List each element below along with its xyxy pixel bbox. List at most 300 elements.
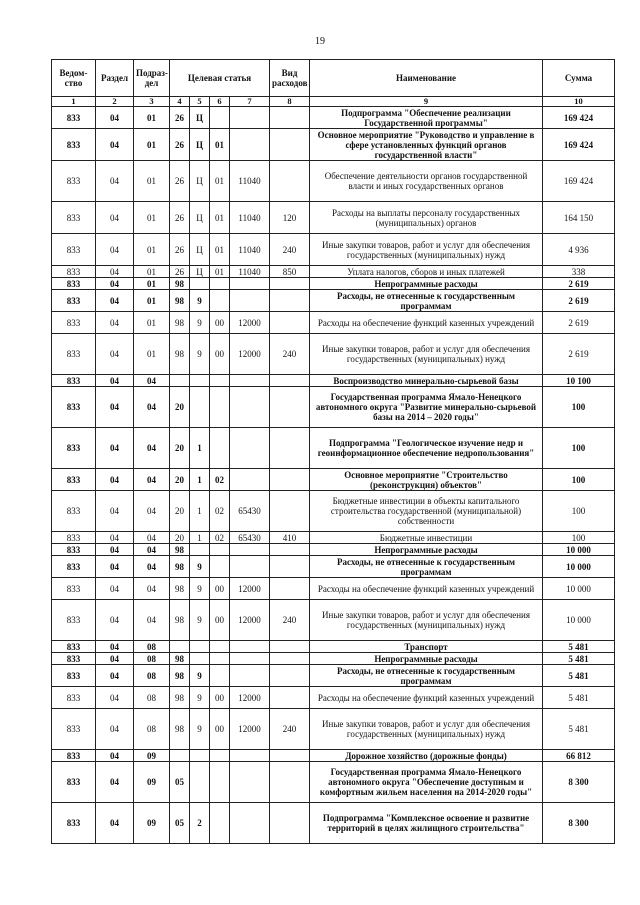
- cell-naimenovanie: Иные закупки товаров, работ и услуг для обеспечения государственных (муниципальных) нужд: [310, 234, 543, 266]
- cell-cs-subprogram: [190, 278, 210, 290]
- cell-cs-program: 98: [170, 334, 190, 375]
- cell-cs-direction: [230, 641, 270, 653]
- cell-cs-direction: 12000: [230, 312, 270, 334]
- cell-cs-subprogram: 9: [190, 290, 210, 312]
- cell-vedomstvo: 833: [52, 278, 96, 290]
- cell-cs-program: 98: [170, 578, 190, 600]
- cell-razdel: 04: [96, 578, 134, 600]
- cell-razdel: 04: [96, 556, 134, 578]
- cell-podrazdel: 01: [134, 278, 170, 290]
- cell-summa: 2 619: [543, 334, 615, 375]
- cell-naimenovanie: Расходы, не отнесенные к государственным программам: [310, 290, 543, 312]
- cell-cs-direction: [230, 428, 270, 469]
- col-header-podrazdel: Подраз- дел: [134, 60, 170, 97]
- cell-razdel: 04: [96, 600, 134, 641]
- cell-cs-program: 20: [170, 469, 190, 491]
- cell-cs-subprogram: 9: [190, 578, 210, 600]
- cell-cs-program: 98: [170, 556, 190, 578]
- cell-cs-subprogram: [190, 641, 210, 653]
- table-row: [52, 202, 615, 234]
- cell-naimenovanie: Расходы на обеспечение функций казенных учреждений: [310, 687, 543, 709]
- cell-cs-subprogram: [190, 762, 210, 803]
- cell-cs-program: 98: [170, 653, 190, 665]
- cell-naimenovanie: Расходы на выплаты персоналу государственных (муниципальных) органов: [310, 202, 543, 234]
- cell-cs-direction: 12000: [230, 578, 270, 600]
- cell-vedomstvo: 833: [52, 600, 96, 641]
- table-row: [52, 278, 615, 290]
- table-row: [52, 469, 615, 491]
- cell-naimenovanie: Уплата налогов, сборов и иных платежей: [310, 266, 543, 278]
- cell-cs-program: 20: [170, 532, 190, 544]
- cell-naimenovanie: Расходы на обеспечение функций казенных учреждений: [310, 312, 543, 334]
- cell-summa: 100: [543, 387, 615, 428]
- cell-summa: 100: [543, 469, 615, 491]
- cell-cs-activity: 01: [210, 161, 230, 202]
- cell-summa: 8 300: [543, 762, 615, 803]
- cell-vedomstvo: 833: [52, 803, 96, 844]
- cell-razdel: 04: [96, 234, 134, 266]
- cell-summa: 8 300: [543, 803, 615, 844]
- col-header-naimenovanie: Наименование: [310, 60, 543, 97]
- cell-vid-rashodov: [270, 278, 310, 290]
- cell-cs-activity: 00: [210, 334, 230, 375]
- cell-cs-program: [170, 641, 190, 653]
- cell-cs-subprogram: 9: [190, 709, 210, 750]
- cell-razdel: 04: [96, 641, 134, 653]
- table-row: [52, 665, 615, 687]
- cell-podrazdel: 01: [134, 129, 170, 161]
- cell-vid-rashodov: [270, 387, 310, 428]
- cell-naimenovanie: Подпрограмма "Комплексное освоение и развитие территорий в целях жилищного строительства": [310, 803, 543, 844]
- cell-vid-rashodov: 240: [270, 709, 310, 750]
- cell-cs-subprogram: 9: [190, 312, 210, 334]
- table-row: [52, 107, 615, 129]
- cell-naimenovanie: Транспорт: [310, 641, 543, 653]
- cell-cs-activity: [210, 556, 230, 578]
- cell-cs-activity: [210, 290, 230, 312]
- cell-cs-subprogram: 9: [190, 600, 210, 641]
- cell-podrazdel: 08: [134, 709, 170, 750]
- cell-cs-activity: 00: [210, 578, 230, 600]
- cell-cs-direction: [230, 544, 270, 556]
- cell-cs-subprogram: Ц: [190, 161, 210, 202]
- cell-cs-direction: 65430: [230, 491, 270, 532]
- cell-vid-rashodov: [270, 762, 310, 803]
- cell-podrazdel: 01: [134, 107, 170, 129]
- cell-vid-rashodov: [270, 556, 310, 578]
- cell-vedomstvo: 833: [52, 387, 96, 428]
- cell-cs-direction: [230, 803, 270, 844]
- table-row: [52, 129, 615, 161]
- cell-cs-program: 98: [170, 312, 190, 334]
- cell-cs-subprogram: Ц: [190, 129, 210, 161]
- cell-cs-program: 20: [170, 428, 190, 469]
- cell-podrazdel: 01: [134, 312, 170, 334]
- cell-summa: 10 100: [543, 375, 615, 387]
- table-row: [52, 641, 615, 653]
- cell-cs-program: 26: [170, 266, 190, 278]
- cell-vedomstvo: 833: [52, 653, 96, 665]
- table-row: [52, 266, 615, 278]
- cell-vid-rashodov: [270, 687, 310, 709]
- table-row: [52, 161, 615, 202]
- cell-summa: 5 481: [543, 641, 615, 653]
- cell-cs-subprogram: [190, 375, 210, 387]
- cell-cs-direction: 11040: [230, 161, 270, 202]
- cell-naimenovanie: Иные закупки товаров, работ и услуг для обеспечения государственных (муниципальных) нужд: [310, 334, 543, 375]
- cell-summa: 164 150: [543, 202, 615, 234]
- cell-vedomstvo: 833: [52, 334, 96, 375]
- cell-cs-program: 98: [170, 709, 190, 750]
- cell-podrazdel: 08: [134, 665, 170, 687]
- cell-vedomstvo: 833: [52, 709, 96, 750]
- cell-podrazdel: 04: [134, 375, 170, 387]
- cell-cs-activity: 02: [210, 469, 230, 491]
- cell-vedomstvo: 833: [52, 129, 96, 161]
- cell-cs-direction: 12000: [230, 334, 270, 375]
- table-row: [52, 375, 615, 387]
- cell-vedomstvo: 833: [52, 687, 96, 709]
- cell-naimenovanie: Государственная программа Ямало-Ненецкого автономного округа "Обеспечение доступным и комфортным жильем населения на 2014-2020 годы": [310, 762, 543, 803]
- cell-cs-subprogram: 1: [190, 491, 210, 532]
- table-row: [52, 532, 615, 544]
- cell-podrazdel: 04: [134, 428, 170, 469]
- cell-cs-subprogram: 9: [190, 334, 210, 375]
- cell-razdel: 04: [96, 665, 134, 687]
- cell-cs-activity: 00: [210, 600, 230, 641]
- cell-vid-rashodov: [270, 107, 310, 129]
- cell-cs-direction: 11040: [230, 234, 270, 266]
- table-body: [52, 107, 615, 844]
- cell-cs-activity: [210, 544, 230, 556]
- cell-summa: 169 424: [543, 107, 615, 129]
- column-number-row: [52, 97, 615, 107]
- cell-podrazdel: 04: [134, 491, 170, 532]
- cell-vedomstvo: 833: [52, 290, 96, 312]
- cell-vedomstvo: 833: [52, 544, 96, 556]
- table-row: [52, 491, 615, 532]
- cell-vid-rashodov: 120: [270, 202, 310, 234]
- cell-cs-program: 26: [170, 129, 190, 161]
- table-header-row: [52, 60, 615, 97]
- cell-vid-rashodov: [270, 544, 310, 556]
- cell-podrazdel: 04: [134, 556, 170, 578]
- cell-cs-activity: [210, 653, 230, 665]
- cell-razdel: 04: [96, 202, 134, 234]
- cell-cs-activity: 01: [210, 202, 230, 234]
- cell-cs-direction: [230, 665, 270, 687]
- col-number: 7: [230, 97, 270, 107]
- cell-podrazdel: 09: [134, 762, 170, 803]
- cell-cs-subprogram: 9: [190, 665, 210, 687]
- cell-cs-direction: 65430: [230, 532, 270, 544]
- cell-cs-direction: [230, 107, 270, 129]
- cell-cs-program: 26: [170, 107, 190, 129]
- cell-summa: 2 619: [543, 278, 615, 290]
- cell-cs-direction: 12000: [230, 709, 270, 750]
- cell-vid-rashodov: [270, 641, 310, 653]
- cell-naimenovanie: Подпрограмма "Обеспечение реализации Государственной программы": [310, 107, 543, 129]
- table-row: [52, 578, 615, 600]
- cell-vedomstvo: 833: [52, 665, 96, 687]
- cell-razdel: 04: [96, 762, 134, 803]
- table-row: [52, 428, 615, 469]
- cell-cs-direction: [230, 556, 270, 578]
- cell-cs-subprogram: [190, 544, 210, 556]
- cell-summa: 5 481: [543, 709, 615, 750]
- col-header-razdel: Раздел: [96, 60, 134, 97]
- cell-cs-program: 98: [170, 665, 190, 687]
- table-row: [52, 312, 615, 334]
- cell-cs-program: 98: [170, 687, 190, 709]
- cell-cs-direction: 12000: [230, 600, 270, 641]
- cell-cs-direction: 12000: [230, 687, 270, 709]
- cell-summa: 10 000: [543, 544, 615, 556]
- cell-vid-rashodov: 240: [270, 600, 310, 641]
- cell-razdel: 04: [96, 469, 134, 491]
- cell-vedomstvo: 833: [52, 532, 96, 544]
- cell-cs-direction: [230, 762, 270, 803]
- cell-vid-rashodov: [270, 665, 310, 687]
- cell-vedomstvo: 833: [52, 491, 96, 532]
- cell-cs-program: 26: [170, 161, 190, 202]
- cell-cs-activity: 02: [210, 532, 230, 544]
- cell-cs-subprogram: [190, 750, 210, 762]
- cell-cs-program: 05: [170, 762, 190, 803]
- col-number: 3: [134, 97, 170, 107]
- cell-podrazdel: 04: [134, 544, 170, 556]
- cell-cs-direction: [230, 653, 270, 665]
- cell-naimenovanie: Бюджетные инвестиции: [310, 532, 543, 544]
- cell-cs-direction: [230, 750, 270, 762]
- cell-cs-activity: 02: [210, 491, 230, 532]
- cell-naimenovanie: Непрограммные расходы: [310, 278, 543, 290]
- cell-podrazdel: 04: [134, 532, 170, 544]
- cell-naimenovanie: Основное мероприятие "Строительство (реконструкция) объектов": [310, 469, 543, 491]
- cell-razdel: 04: [96, 334, 134, 375]
- cell-cs-activity: 00: [210, 687, 230, 709]
- cell-cs-subprogram: [190, 653, 210, 665]
- cell-vedomstvo: 833: [52, 234, 96, 266]
- cell-razdel: 04: [96, 107, 134, 129]
- col-header-vedomstvo: Ведом- ство: [52, 60, 96, 97]
- cell-cs-program: 98: [170, 544, 190, 556]
- cell-cs-program: 20: [170, 491, 190, 532]
- cell-cs-activity: [210, 665, 230, 687]
- col-number: 8: [270, 97, 310, 107]
- cell-podrazdel: 08: [134, 641, 170, 653]
- cell-cs-activity: [210, 428, 230, 469]
- cell-cs-subprogram: 9: [190, 687, 210, 709]
- table-row: [52, 600, 615, 641]
- cell-vid-rashodov: [270, 312, 310, 334]
- cell-cs-program: [170, 375, 190, 387]
- cell-summa: 169 424: [543, 161, 615, 202]
- cell-cs-subprogram: 1: [190, 532, 210, 544]
- cell-summa: 10 000: [543, 578, 615, 600]
- cell-cs-program: [170, 750, 190, 762]
- cell-razdel: 04: [96, 428, 134, 469]
- cell-cs-direction: 11040: [230, 266, 270, 278]
- cell-cs-direction: [230, 129, 270, 161]
- cell-vid-rashodov: [270, 491, 310, 532]
- cell-podrazdel: 09: [134, 750, 170, 762]
- cell-vid-rashodov: [270, 161, 310, 202]
- table-row: [52, 290, 615, 312]
- cell-naimenovanie: Государственная программа Ямало-Ненецкого автономного округа "Развитие минерально-сырьевой базы на 2014 – 2020 годы": [310, 387, 543, 428]
- table-row: [52, 544, 615, 556]
- cell-vedomstvo: 833: [52, 556, 96, 578]
- table-row: [52, 387, 615, 428]
- table-row: [52, 334, 615, 375]
- cell-naimenovanie: Расходы, не отнесенные к государственным программам: [310, 556, 543, 578]
- cell-cs-subprogram: Ц: [190, 234, 210, 266]
- cell-vid-rashodov: 240: [270, 334, 310, 375]
- cell-summa: 100: [543, 532, 615, 544]
- cell-cs-activity: 01: [210, 129, 230, 161]
- cell-vid-rashodov: [270, 469, 310, 491]
- page-number: 19: [315, 36, 325, 47]
- cell-vedomstvo: 833: [52, 762, 96, 803]
- cell-naimenovanie: Расходы на обеспечение функций казенных учреждений: [310, 578, 543, 600]
- table-row: [52, 687, 615, 709]
- cell-naimenovanie: Расходы, не отнесенные к государственным программам: [310, 665, 543, 687]
- cell-summa: 2 619: [543, 290, 615, 312]
- cell-podrazdel: 08: [134, 687, 170, 709]
- table-row: [52, 234, 615, 266]
- col-number: 5: [190, 97, 210, 107]
- cell-naimenovanie: Подпрограмма "Геологическое изучение недр и геоинформационное обеспечение недропользования": [310, 428, 543, 469]
- cell-summa: 338: [543, 266, 615, 278]
- cell-podrazdel: 01: [134, 266, 170, 278]
- cell-razdel: 04: [96, 544, 134, 556]
- cell-cs-activity: 01: [210, 266, 230, 278]
- cell-vid-rashodov: 410: [270, 532, 310, 544]
- col-number: 9: [310, 97, 543, 107]
- cell-podrazdel: 04: [134, 469, 170, 491]
- cell-cs-activity: [210, 750, 230, 762]
- cell-naimenovanie: Непрограммные расходы: [310, 653, 543, 665]
- col-number: 4: [170, 97, 190, 107]
- cell-cs-activity: 00: [210, 312, 230, 334]
- cell-vedomstvo: 833: [52, 161, 96, 202]
- cell-cs-activity: 00: [210, 709, 230, 750]
- cell-vid-rashodov: [270, 290, 310, 312]
- col-number: 1: [52, 97, 96, 107]
- cell-razdel: 04: [96, 129, 134, 161]
- cell-summa: 4 936: [543, 234, 615, 266]
- cell-cs-direction: [230, 278, 270, 290]
- cell-naimenovanie: Иные закупки товаров, работ и услуг для обеспечения государственных (муниципальных) нужд: [310, 600, 543, 641]
- cell-vedomstvo: 833: [52, 107, 96, 129]
- cell-cs-activity: [210, 803, 230, 844]
- cell-cs-program: 98: [170, 600, 190, 641]
- cell-vid-rashodov: [270, 129, 310, 161]
- cell-summa: 10 000: [543, 556, 615, 578]
- cell-vid-rashodov: [270, 428, 310, 469]
- cell-cs-subprogram: 1: [190, 469, 210, 491]
- cell-cs-direction: [230, 469, 270, 491]
- cell-cs-program: 20: [170, 387, 190, 428]
- cell-naimenovanie: Дорожное хозяйство (дорожные фонды): [310, 750, 543, 762]
- cell-summa: 5 481: [543, 665, 615, 687]
- cell-vid-rashodov: [270, 653, 310, 665]
- col-number: 6: [210, 97, 230, 107]
- table-row: [52, 709, 615, 750]
- cell-razdel: 04: [96, 161, 134, 202]
- cell-vid-rashodov: 240: [270, 234, 310, 266]
- cell-cs-program: 26: [170, 234, 190, 266]
- cell-podrazdel: 08: [134, 653, 170, 665]
- cell-vedomstvo: 833: [52, 202, 96, 234]
- cell-vedomstvo: 833: [52, 641, 96, 653]
- cell-vedomstvo: 833: [52, 375, 96, 387]
- cell-cs-activity: [210, 107, 230, 129]
- col-header-vid-rashodov: Вид расходов: [270, 60, 310, 97]
- cell-naimenovanie: Обеспечение деятельности органов государственной власти и иных государственных органов: [310, 161, 543, 202]
- cell-vid-rashodov: [270, 750, 310, 762]
- cell-razdel: 04: [96, 803, 134, 844]
- cell-vedomstvo: 833: [52, 578, 96, 600]
- cell-podrazdel: 09: [134, 803, 170, 844]
- table-row: [52, 762, 615, 803]
- table-row: [52, 653, 615, 665]
- cell-razdel: 04: [96, 266, 134, 278]
- cell-cs-program: 98: [170, 290, 190, 312]
- cell-podrazdel: 04: [134, 387, 170, 428]
- cell-razdel: 04: [96, 709, 134, 750]
- cell-cs-subprogram: Ц: [190, 266, 210, 278]
- cell-cs-subprogram: Ц: [190, 202, 210, 234]
- cell-razdel: 04: [96, 278, 134, 290]
- cell-vedomstvo: 833: [52, 469, 96, 491]
- table-row: [52, 750, 615, 762]
- cell-vedomstvo: 833: [52, 312, 96, 334]
- table-row: [52, 803, 615, 844]
- cell-naimenovanie: Основное мероприятие "Руководство и управление в сфере установленных функций органов государственной власти": [310, 129, 543, 161]
- cell-vid-rashodov: [270, 578, 310, 600]
- cell-razdel: 04: [96, 290, 134, 312]
- cell-cs-subprogram: [190, 387, 210, 428]
- cell-cs-program: 05: [170, 803, 190, 844]
- cell-cs-subprogram: 9: [190, 556, 210, 578]
- cell-cs-subprogram: Ц: [190, 107, 210, 129]
- cell-podrazdel: 01: [134, 334, 170, 375]
- cell-razdel: 04: [96, 387, 134, 428]
- cell-podrazdel: 01: [134, 161, 170, 202]
- col-header-summa: Сумма: [543, 60, 615, 97]
- cell-cs-activity: [210, 762, 230, 803]
- cell-vedomstvo: 833: [52, 428, 96, 469]
- cell-razdel: 04: [96, 312, 134, 334]
- cell-razdel: 04: [96, 653, 134, 665]
- cell-cs-activity: [210, 278, 230, 290]
- cell-razdel: 04: [96, 491, 134, 532]
- cell-summa: 10 000: [543, 600, 615, 641]
- cell-summa: 2 619: [543, 312, 615, 334]
- cell-cs-direction: [230, 375, 270, 387]
- cell-podrazdel: 01: [134, 234, 170, 266]
- cell-cs-direction: [230, 387, 270, 428]
- budget-table: [51, 59, 615, 844]
- cell-vedomstvo: 833: [52, 266, 96, 278]
- cell-cs-activity: [210, 641, 230, 653]
- cell-cs-activity: 01: [210, 234, 230, 266]
- cell-cs-direction: 11040: [230, 202, 270, 234]
- cell-podrazdel: 01: [134, 202, 170, 234]
- cell-summa: 5 481: [543, 687, 615, 709]
- cell-razdel: 04: [96, 750, 134, 762]
